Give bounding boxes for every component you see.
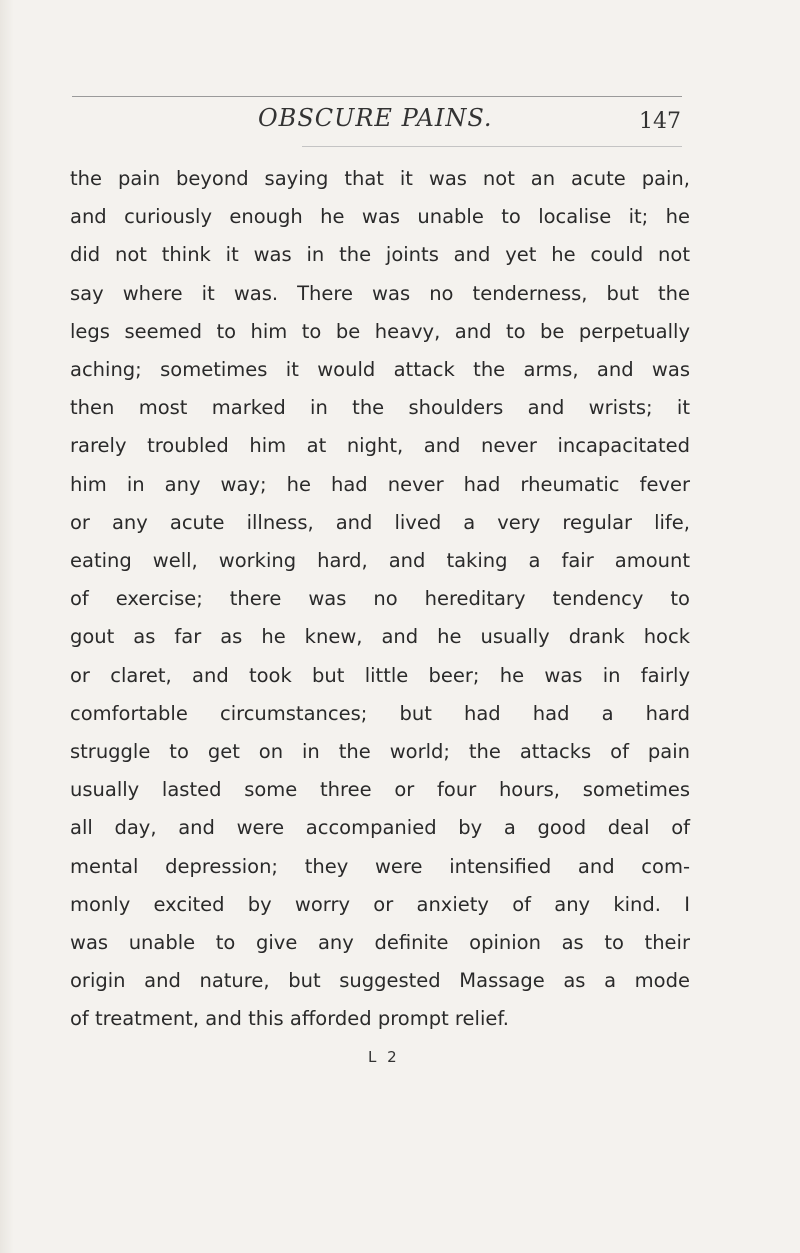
text-line: or claret, and took but little beer; he was in fairly bbox=[70, 663, 690, 687]
header-rule-top bbox=[72, 96, 682, 97]
text-line: say where it was. There was no tenderness, but the bbox=[70, 281, 690, 305]
text-line: did not think it was in the joints and yet he could not bbox=[70, 243, 690, 267]
text-line: mental depression; they were intensified and com- bbox=[70, 854, 690, 878]
text-line: usually lasted some three or four hours, sometimes bbox=[70, 778, 690, 802]
running-head: OBSCURE PAINS. bbox=[258, 104, 493, 132]
text-line: all day, and were accompanied by a good deal of bbox=[70, 816, 690, 840]
text-line-last: of treatment, and this afforded prompt relief. bbox=[70, 1007, 509, 1031]
text-line: or any acute illness, and lived a very regular life, bbox=[70, 510, 690, 534]
text-line: struggle to get on in the world; the attacks of pain bbox=[70, 740, 690, 764]
text-line: legs seemed to him to be heavy, and to be perpetually bbox=[70, 319, 690, 343]
text-line: aching; sometimes it would attack the arms, and was bbox=[70, 358, 690, 382]
text-line: origin and nature, but suggested Massage as a mode bbox=[70, 969, 690, 993]
text-line: of exercise; there was no hereditary tendency to bbox=[70, 587, 690, 611]
text-line: eating well, working hard, and taking a fair amount bbox=[70, 549, 690, 573]
body-paragraph bbox=[70, 160, 690, 1039]
signature-mark: L 2 bbox=[368, 1048, 400, 1066]
text-line: comfortable circumstances; but had had a hard bbox=[70, 701, 690, 725]
text-line: gout as far as he knew, and he usually drank hock bbox=[70, 625, 690, 649]
text-line: the pain beyond saying that it was not an acute pain, bbox=[70, 167, 690, 190]
text-line: then most marked in the shoulders and wrists; it bbox=[70, 396, 690, 420]
header-rule-bottom bbox=[302, 146, 682, 147]
page-gutter-shadow bbox=[0, 0, 14, 1253]
text-line: him in any way; he had never had rheumatic fever bbox=[70, 472, 690, 496]
text-line: was unable to give any definite opinion as to their bbox=[70, 931, 690, 955]
text-line: monly excited by worry or anxiety of any kind. I bbox=[70, 892, 690, 916]
text-line: and curiously enough he was unable to localise it; he bbox=[70, 205, 690, 229]
text-line: rarely troubled him at night, and never incapacitated bbox=[70, 434, 690, 458]
page-number: 147 bbox=[639, 109, 681, 134]
